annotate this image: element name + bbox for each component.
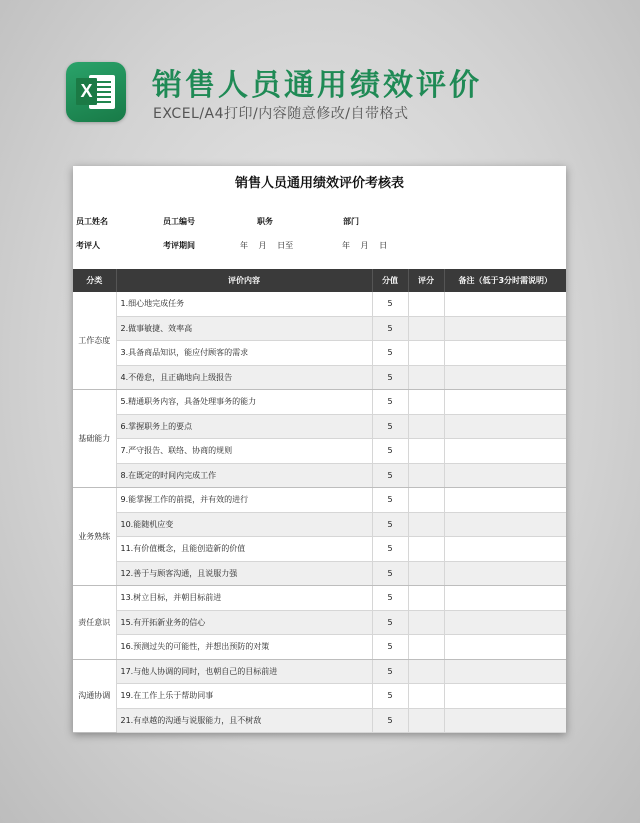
item-content: 7.严守报告、联络、协商的规则 [116,439,372,464]
note-cell[interactable] [444,610,566,635]
col-header-score: 分值 [372,269,408,292]
rating-cell[interactable] [408,610,444,635]
category-cell: 沟通协调 [73,659,116,733]
category-cell: 业务熟练 [73,488,116,586]
note-cell[interactable] [444,708,566,733]
rating-cell[interactable] [408,316,444,341]
excel-icon-letter: X [76,78,97,105]
evaluation-sheet [73,166,566,733]
note-cell[interactable] [444,463,566,488]
table-row [73,586,566,611]
note-cell[interactable] [444,341,566,366]
evaluation-table [73,269,566,733]
page-title: 销售人员通用绩效评价 [152,68,482,103]
item-content: 12.善于与顾客沟通，且说服力强 [116,561,372,586]
note-cell[interactable] [444,659,566,684]
category-cell: 责任意识 [73,586,116,660]
table-row [73,537,566,562]
item-score: 5 [372,414,408,439]
item-score: 5 [372,292,408,316]
item-score: 5 [372,659,408,684]
item-score: 5 [372,635,408,660]
rating-cell[interactable] [408,512,444,537]
note-cell[interactable] [444,439,566,464]
label-period: 考评期间 [163,241,195,250]
note-cell[interactable] [444,292,566,316]
item-score: 5 [372,512,408,537]
item-content: 8.在既定的时间内完成工作 [116,463,372,488]
note-cell[interactable] [444,561,566,586]
table-row [73,635,566,660]
sheet-title: 销售人员通用绩效评价考核表 [234,176,404,191]
item-content: 11.有价值概念，且能创造新的价值 [116,537,372,562]
label-employee-id: 员工编号 [163,217,195,226]
rating-cell[interactable] [408,390,444,415]
item-score: 5 [372,708,408,733]
item-content: 6.掌握职务上的要点 [116,414,372,439]
page-subtitle: EXCEL/A4打印/内容随意修改/自带格式 [153,106,409,122]
period-start-date: 年 月 日至 [240,241,294,250]
label-employee-name: 员工姓名 [76,217,108,226]
label-position: 职务 [257,217,273,226]
rating-cell[interactable] [408,561,444,586]
rating-cell[interactable] [408,586,444,611]
table-row [73,439,566,464]
item-score: 5 [372,610,408,635]
item-score: 5 [372,365,408,390]
category-cell: 基础能力 [73,390,116,488]
category-cell: 工作态度 [73,292,116,390]
table-row [73,488,566,513]
rating-cell[interactable] [408,439,444,464]
item-content: 2.做事敏捷、效率高 [116,316,372,341]
item-content: 15.有开拓新业务的信心 [116,610,372,635]
rating-cell[interactable] [408,365,444,390]
table-row [73,390,566,415]
note-cell[interactable] [444,488,566,513]
note-cell[interactable] [444,316,566,341]
col-header-content: 评价内容 [116,269,372,292]
rating-cell[interactable] [408,708,444,733]
col-header-note: 备注（低于3分时需说明） [444,269,566,292]
rating-cell[interactable] [408,463,444,488]
note-cell[interactable] [444,365,566,390]
table-row [73,414,566,439]
item-score: 5 [372,316,408,341]
period-end-date: 年 月 日 [342,241,388,250]
item-score: 5 [372,586,408,611]
rating-cell[interactable] [408,635,444,660]
note-cell[interactable] [444,586,566,611]
table-row [73,659,566,684]
col-header-rating: 评分 [408,269,444,292]
item-score: 5 [372,390,408,415]
item-content: 19.在工作上乐于帮助同事 [116,684,372,709]
item-score: 5 [372,439,408,464]
item-content: 3.具备商品知识，能应付顾客的需求 [116,341,372,366]
rating-cell[interactable] [408,684,444,709]
rating-cell[interactable] [408,414,444,439]
note-cell[interactable] [444,512,566,537]
item-score: 5 [372,463,408,488]
item-score: 5 [372,537,408,562]
item-content: 21.有卓越的沟通与说服能力，且不树敌 [116,708,372,733]
label-evaluator: 考评人 [76,241,100,250]
item-score: 5 [372,561,408,586]
excel-icon [66,62,126,122]
item-score: 5 [372,341,408,366]
table-row [73,684,566,709]
item-content: 16.预测过失的可能性，并想出预防的对策 [116,635,372,660]
item-content: 17.与他人协调的同时，也朝自己的目标前进 [116,659,372,684]
note-cell[interactable] [444,390,566,415]
table-row [73,512,566,537]
item-content: 9.能掌握工作的前提，并有效的进行 [116,488,372,513]
item-score: 5 [372,488,408,513]
item-content: 10.能随机应变 [116,512,372,537]
rating-cell[interactable] [408,488,444,513]
rating-cell[interactable] [408,659,444,684]
rating-cell[interactable] [408,537,444,562]
table-row [73,292,566,316]
table-row [73,463,566,488]
note-cell[interactable] [444,635,566,660]
note-cell[interactable] [444,537,566,562]
rating-cell[interactable] [408,292,444,316]
item-content: 5.精通职务内容，具备处理事务的能力 [116,390,372,415]
item-content: 4.不倦怠，且正确地向上级报告 [116,365,372,390]
note-cell[interactable] [444,684,566,709]
table-row [73,708,566,733]
table-row [73,341,566,366]
rating-cell[interactable] [408,341,444,366]
note-cell[interactable] [444,414,566,439]
item-content: 1.细心地完成任务 [116,292,372,316]
col-header-category: 分类 [73,269,116,292]
table-row [73,316,566,341]
label-department: 部门 [343,217,359,226]
table-header-row [73,269,566,292]
table-row [73,561,566,586]
item-content: 13.树立目标，并朝目标前进 [116,586,372,611]
table-row [73,610,566,635]
table-row [73,365,566,390]
item-score: 5 [372,684,408,709]
